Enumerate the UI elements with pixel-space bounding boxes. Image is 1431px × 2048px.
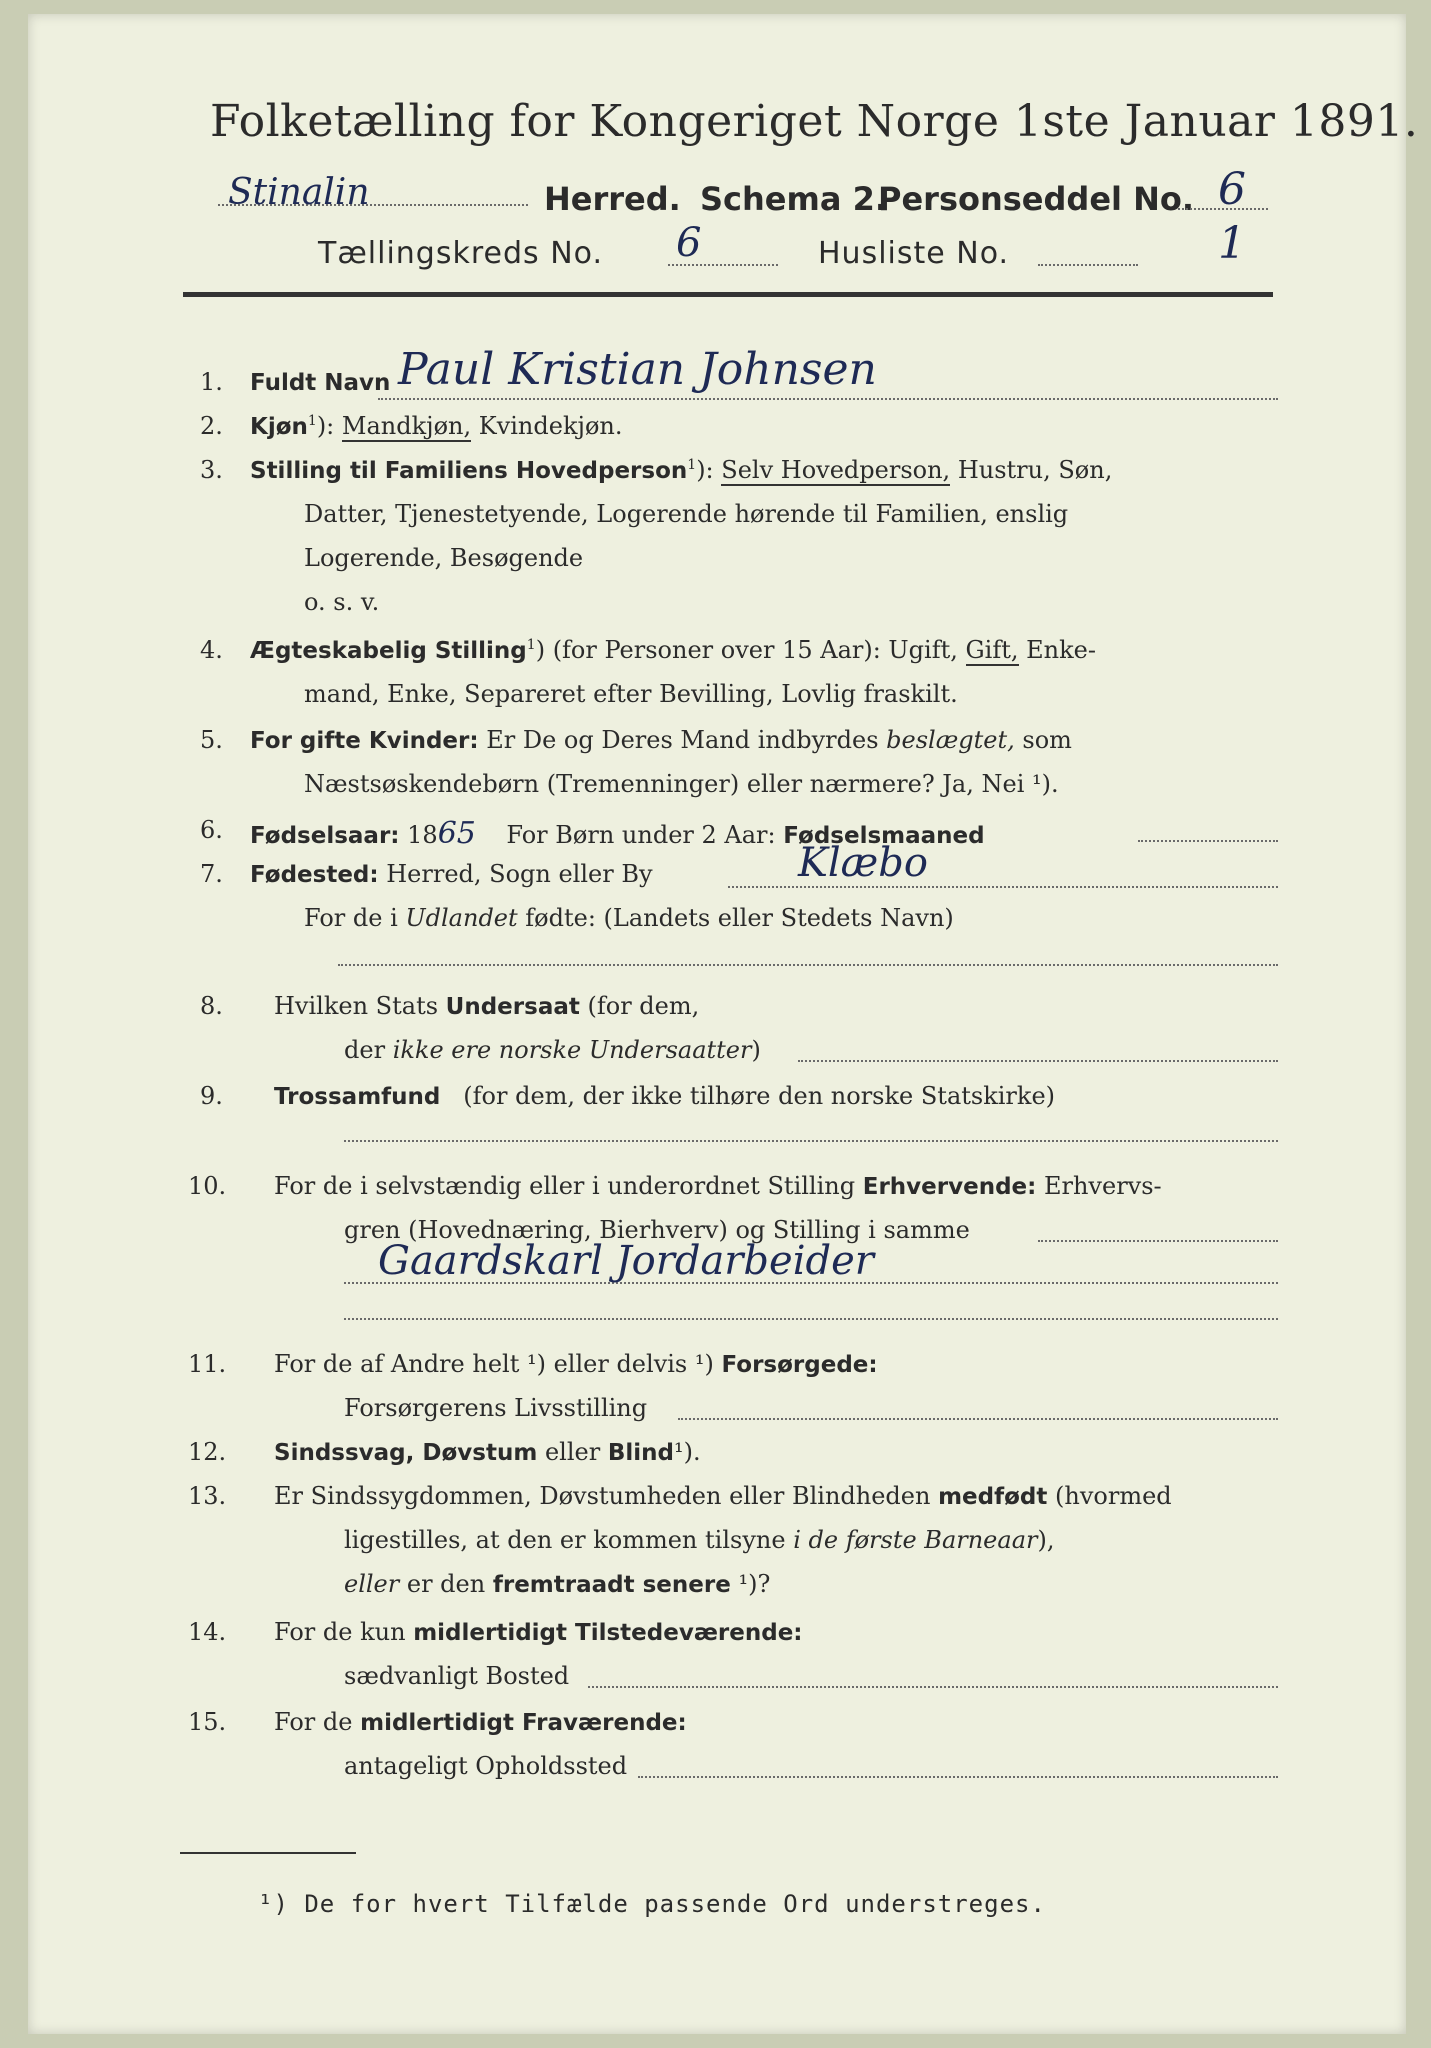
q3-line3: Logerende, Besøgende <box>304 544 584 572</box>
q3-option-selv: Selv Hovedperson, <box>721 456 951 484</box>
census-form <box>28 14 1419 2034</box>
q8-line2-b: ikke ere norske Undersaatter <box>392 1036 752 1064</box>
q4-sup: 1 <box>526 637 536 653</box>
q13-line3-a: eller <box>344 1570 400 1598</box>
personseddel-label: Personseddel No. <box>878 180 1195 218</box>
q6-answer: 65 <box>437 816 476 851</box>
q14-line1-a: For de kun <box>274 1618 406 1646</box>
q6-number: 6. <box>200 816 223 844</box>
q10-line1-c: Erhvervs- <box>1043 1172 1162 1200</box>
form-title: Folketælling for Kongeriget Norge 1ste Januar 1891. <box>210 96 1419 147</box>
q5-text-italic: beslægtet, <box>886 726 1015 754</box>
q3-line2: Datter, Tjenestetyende, Logerende hørende til Familien, enslig <box>304 500 1069 528</box>
q6-label-b: Fødselsmaaned <box>783 823 985 849</box>
q10-number: 10. <box>188 1172 227 1200</box>
q13-line1 <box>274 1482 1172 1510</box>
q15-line-dots <box>638 1776 1278 1778</box>
q11-line1-a: For de af Andre helt ¹) eller delvis ¹) <box>274 1350 714 1378</box>
q10-label: Erhvervende: <box>862 1174 1037 1200</box>
q10-blank-line <box>344 1318 1278 1320</box>
q2-option-male: Mandkjøn, <box>341 412 472 440</box>
q7-line2-b: Udlandet <box>405 904 518 932</box>
q13-line1-a: Er Sindssygdommen, Døvstumheden eller Blindheden <box>274 1482 931 1510</box>
q13-line3-b: er den <box>406 1570 486 1598</box>
husliste-label: Husliste No. <box>818 236 1010 271</box>
q15-line2: antageligt Opholdssted <box>344 1752 628 1780</box>
q14-line2: sædvanligt Bosted <box>344 1662 570 1690</box>
q8-line1-c: (for dem, <box>587 992 700 1020</box>
q3-line4: o. s. v. <box>304 588 380 616</box>
q4-text-end: Enke- <box>1026 636 1096 664</box>
q12-label: Sindssvag, Døvstum <box>274 1440 538 1466</box>
q3-line1: Stilling til Familiens Hovedperson$^1$): Selv Hovedperson, Hustru, Søn, <box>250 456 1113 484</box>
q9-number: 9. <box>200 1082 223 1110</box>
q11-line1 <box>274 1350 878 1378</box>
q2-label: Kjøn <box>250 414 308 440</box>
q3-sup: 1 <box>687 457 697 473</box>
q5-number: 5. <box>200 726 223 754</box>
q15-line1 <box>274 1708 687 1736</box>
q13-line2-b: i de første Barneaar <box>793 1526 1038 1554</box>
q15-label: midlertidigt Fraværende: <box>360 1710 687 1736</box>
q2-option-female: Kvindekjøn. <box>478 412 623 440</box>
q6-text: For Børn under 2 Aar: <box>506 821 776 849</box>
q11-label: Forsørgede: <box>721 1352 878 1378</box>
q13-line1-c: (hvormed <box>1055 1482 1172 1510</box>
q5-text: Er De og Deres Mand indbyrdes <box>486 726 879 754</box>
q7-number: 7. <box>200 860 223 888</box>
footnote: ¹) De for hvert Tilfælde passende Ord understreges. <box>258 1890 1046 1918</box>
q10-line2: gren (Hovednæring, Bierhverv) og Stilling i samme <box>344 1216 970 1244</box>
q13-label: medfødt <box>938 1484 1048 1510</box>
q7-answer: Klæbo <box>798 840 928 886</box>
q6-label: Fødselsaar: <box>250 823 400 849</box>
q1-label: Fuldt Navn <box>250 370 391 396</box>
q9-label: Trossamfund <box>274 1084 441 1110</box>
husliste-no: 1 <box>1218 218 1246 269</box>
kreds-label: Tællingskreds No. <box>318 236 603 271</box>
q12-text-a: eller <box>544 1438 601 1466</box>
q8-line1 <box>274 992 699 1020</box>
q7-text: Herred, Sogn eller By <box>386 860 653 888</box>
q8-number: 8. <box>200 992 223 1020</box>
q1-answer: Paul Kristian Johnsen <box>398 344 877 395</box>
q12-number: 12. <box>188 1438 227 1466</box>
q8-line2 <box>344 1036 761 1064</box>
q4-number: 4. <box>200 636 223 664</box>
q11-line-dots <box>678 1418 1278 1420</box>
q13-number: 13. <box>188 1482 227 1510</box>
q5-line1 <box>250 726 1072 754</box>
header-rule <box>183 292 1273 297</box>
q7-line1 <box>250 860 653 888</box>
q12-text-b: ¹). <box>673 1438 701 1466</box>
q3-number: 3. <box>200 456 223 484</box>
q7-line2-c: fødte: (Landets eller Stedets Navn) <box>525 904 954 932</box>
q8-line2-c: ) <box>751 1036 761 1064</box>
q14-line-dots <box>588 1686 1278 1688</box>
q15-line1-a: For de <box>274 1708 353 1736</box>
kreds-no: 6 <box>676 220 702 266</box>
q3-options-rest: Hustru, Søn, <box>957 456 1113 484</box>
q14-label: midlertidigt Tilstedeværende: <box>413 1620 803 1646</box>
herred-label: Herred. <box>544 180 681 218</box>
q13-line2 <box>344 1526 1054 1554</box>
q1-number: 1. <box>200 368 223 396</box>
q9-blank-line <box>344 1140 1278 1142</box>
q4-line1: Ægteskabelig Stilling$^1$) (for Personer over 15 Aar): Ugift, Gift, Enke- <box>250 636 1096 664</box>
q5-line2: Næstsøskendebørn (Tremenninger) eller nærmere? Ja, Nei ¹). <box>304 770 1059 798</box>
q7-line2-a: For de i <box>304 904 398 932</box>
q13-line2-c: ), <box>1037 1526 1055 1554</box>
q5-text-end: som <box>1022 726 1072 754</box>
q4-option-gift: Gift, <box>965 636 1019 664</box>
herred-name: Stinalin <box>228 172 370 213</box>
q14-line1 <box>274 1618 803 1646</box>
q12-line <box>274 1438 701 1466</box>
husliste-line <box>1038 264 1138 266</box>
schema-label: Schema 2. <box>700 180 887 218</box>
q8-line-dots <box>798 1060 1278 1062</box>
q2-number: 2. <box>200 412 223 440</box>
q7-blank-line <box>338 964 1278 966</box>
q13-line3-d: ¹)? <box>738 1570 771 1598</box>
q9-text: (for dem, der ikke tilhøre den norske Statskirke) <box>463 1082 1056 1110</box>
q3-label: Stilling til Familiens Hovedperson <box>250 458 688 484</box>
q14-number: 14. <box>188 1618 227 1646</box>
personseddel-no: 6 <box>1218 164 1246 215</box>
q5-label: For gifte Kvinder: <box>250 728 479 754</box>
q7-label: Fødested: <box>250 862 379 888</box>
q7-line2 <box>304 904 954 932</box>
footnote-rule <box>180 1852 356 1854</box>
q8-label: Undersaat <box>445 994 580 1020</box>
q4-text: (for Personer over 15 Aar): Ugift, <box>552 636 958 664</box>
q10-line2-dots <box>1038 1240 1278 1242</box>
q7-line-dots <box>728 886 1278 888</box>
q11-line2: Forsørgerens Livsstilling <box>344 1394 648 1422</box>
q13-line3 <box>344 1570 770 1598</box>
q1-line <box>378 398 1278 400</box>
q13-line2-a: ligestilles, at den er kommen tilsyne <box>344 1526 786 1554</box>
q10-answer: Gaardskarl Jordarbeider <box>378 1238 874 1284</box>
q6-prefix: 18 <box>407 821 438 849</box>
q11-number: 11. <box>188 1350 227 1378</box>
q9-line <box>274 1082 1055 1110</box>
q10-line1-a: For de i selvstændig eller i underordnet Stilling <box>274 1172 856 1200</box>
q6-line-dots <box>1138 840 1278 842</box>
q12-label-b: Blind <box>607 1440 674 1466</box>
q15-number: 15. <box>188 1708 227 1736</box>
q2-sup: 1 <box>307 413 317 429</box>
q13-label-b: fremtraadt senere <box>492 1572 731 1598</box>
q10-line1 <box>274 1172 1162 1200</box>
q4-line2: mand, Enke, Separeret efter Bevilling, Lovlig fraskilt. <box>304 680 958 708</box>
q8-line1-a: Hvilken Stats <box>274 992 439 1020</box>
q2-row: Kjøn$^1$): Mandkjøn, Kvindekjøn. <box>250 412 623 440</box>
q8-line2-a: der <box>344 1036 386 1064</box>
q4-label: Ægteskabelig Stilling <box>250 638 527 664</box>
